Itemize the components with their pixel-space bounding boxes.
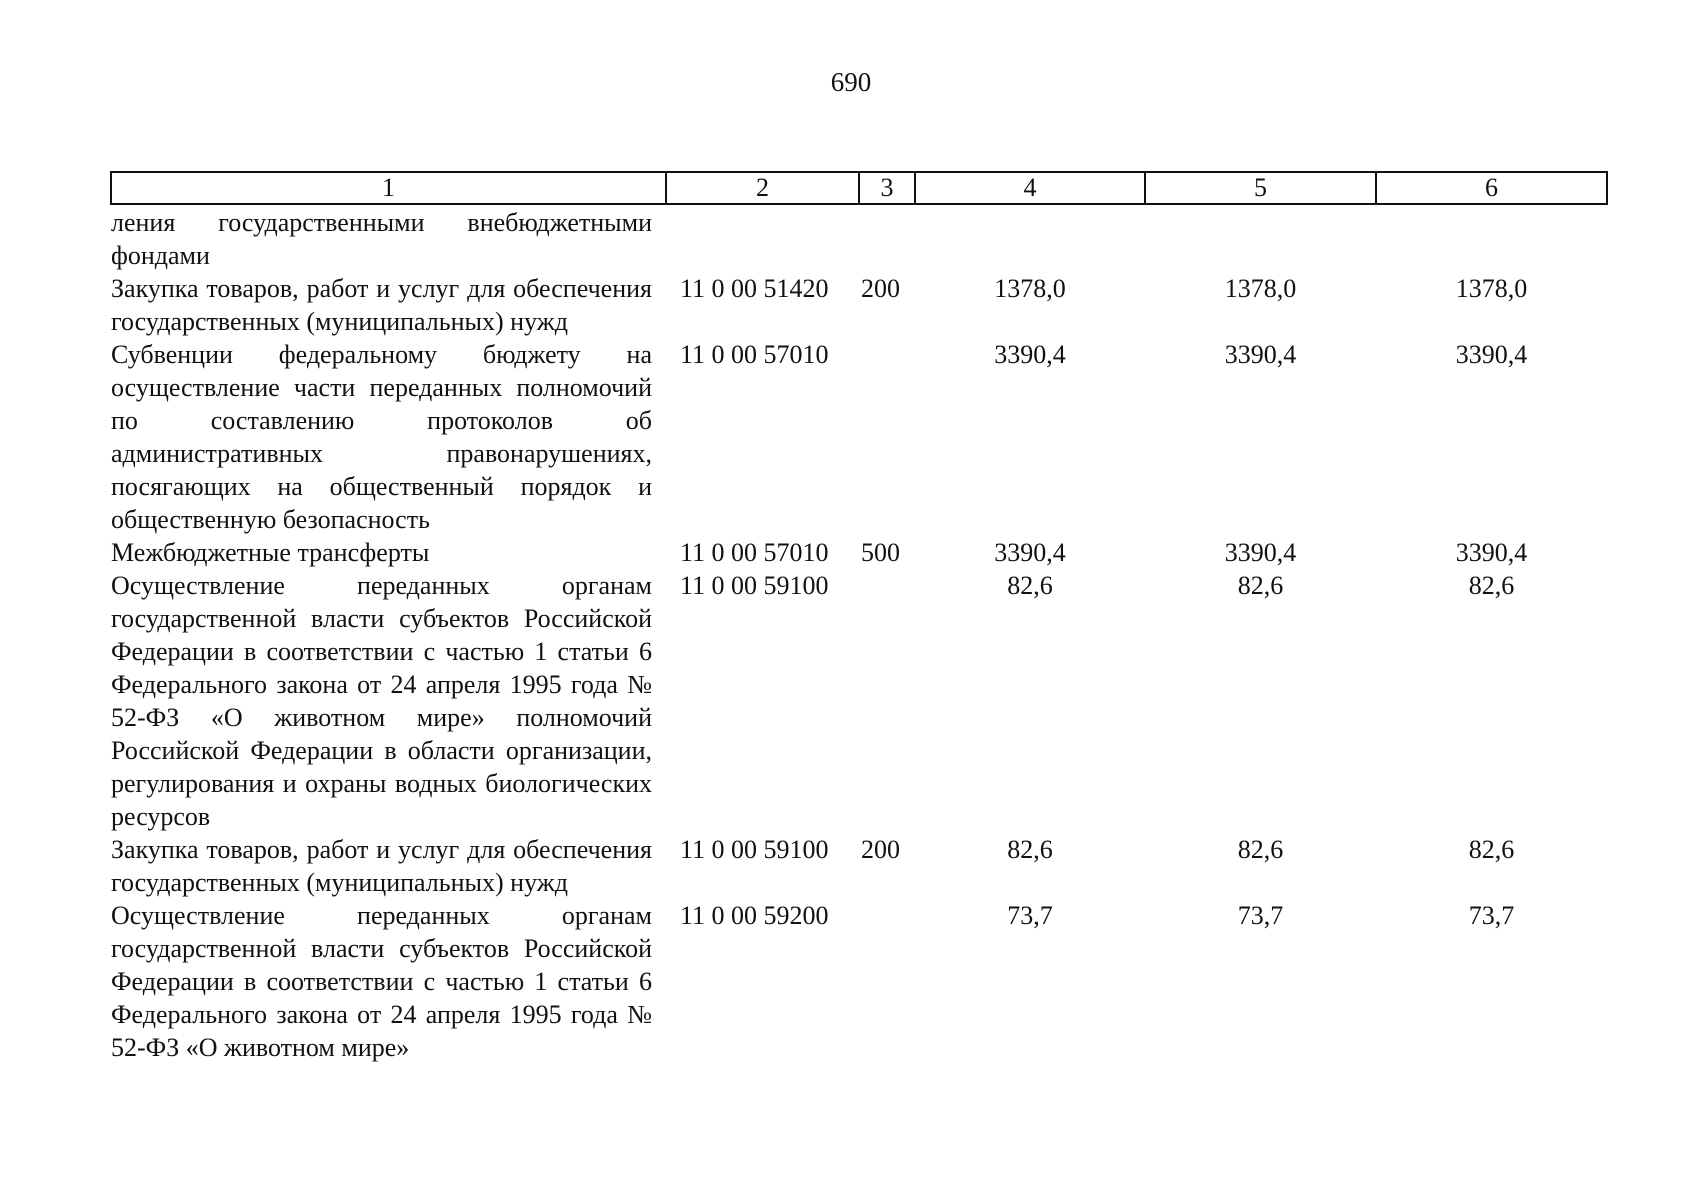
row-value-4: 73,7 — [1007, 901, 1053, 930]
row-value-5: 82,6 — [1237, 835, 1284, 864]
column-header-1: 1 — [111, 172, 666, 204]
row-code — [666, 204, 859, 272]
column-header-2: 2 — [666, 172, 859, 204]
row-code: 11 0 00 59100 — [680, 835, 829, 864]
page-number: 690 — [830, 67, 872, 97]
table-row — [111, 899, 1607, 1064]
row-type — [859, 204, 915, 272]
row-type — [859, 338, 915, 536]
table-row — [111, 204, 1607, 272]
table-row — [111, 338, 1607, 536]
row-value-4: 3390,4 — [994, 538, 1066, 567]
column-header-3: 3 — [859, 172, 915, 204]
column-header-4: 4 — [915, 172, 1145, 204]
row-code: 11 0 00 57010 — [680, 538, 829, 567]
row-value-6: 3390,4 — [1455, 340, 1528, 369]
row-value-6: 82,6 — [1468, 835, 1515, 864]
row-value-5: 82,6 — [1237, 571, 1284, 600]
row-name: Закупка товаров, работ и услуг для обеспечения государственных (муниципальных) нужд — [111, 835, 652, 897]
row-value-5: 3390,4 — [1224, 538, 1297, 567]
row-value-6: 73,7 — [1468, 901, 1515, 930]
row-type — [859, 899, 915, 1064]
row-code: 11 0 00 57010 — [680, 340, 829, 369]
row-value-4 — [915, 204, 1145, 272]
row-value-6: 1378,0 — [1455, 274, 1528, 303]
row-value-5: 3390,4 — [1224, 340, 1297, 369]
table-row — [111, 272, 1607, 338]
table-header-row — [111, 172, 1607, 204]
row-name: Субвенции федеральному бюджету на осуществление части переданных полномочий по составлению протоколов об административных правонарушениях, посягающих на общественный порядок и общественную безопасность — [111, 340, 652, 534]
row-value-5: 1378,0 — [1224, 274, 1297, 303]
row-name: Межбюджетные трансферты — [111, 538, 430, 567]
row-type — [859, 569, 915, 833]
row-value-6: 3390,4 — [1455, 538, 1528, 567]
row-type: 200 — [861, 274, 900, 303]
row-name: Осуществление переданных органам государственной власти субъектов Российской Федерации в соответствии с частью 1 статьи 6 Федерального закона от 24 апреля 1995 года № 52-ФЗ «О животном мире» — [111, 901, 652, 1062]
row-value-4: 82,6 — [1007, 571, 1053, 600]
row-name: ления государственными внебюджетными фондами — [111, 208, 652, 270]
row-code: 11 0 00 59200 — [680, 901, 829, 930]
table-row — [111, 536, 1607, 569]
row-value-4: 82,6 — [1007, 835, 1053, 864]
budget-table — [110, 171, 1608, 1064]
column-header-5: 5 — [1145, 172, 1376, 204]
table-row — [111, 569, 1607, 833]
row-name: Осуществление переданных органам государственной власти субъектов Российской Федерации в соответствии с частью 1 статьи 6 Федерального закона от 24 апреля 1995 года № 52-ФЗ «О животном мире» полномочий Российской Федерации в области организации, регулирования и охраны водных биологических ресурсов — [111, 571, 652, 831]
row-value-5 — [1145, 204, 1376, 272]
row-code: 11 0 00 51420 — [680, 274, 829, 303]
row-type: 200 — [861, 835, 900, 864]
row-value-6: 82,6 — [1468, 571, 1515, 600]
column-header-6: 6 — [1376, 172, 1607, 204]
table-row — [111, 833, 1607, 899]
row-value-6 — [1376, 204, 1607, 272]
row-value-4: 1378,0 — [994, 274, 1066, 303]
row-code: 11 0 00 59100 — [680, 571, 829, 600]
row-name: Закупка товаров, работ и услуг для обеспечения государственных (муниципальных) нужд — [111, 274, 652, 336]
row-value-5: 73,7 — [1237, 901, 1284, 930]
row-value-4: 3390,4 — [994, 340, 1066, 369]
row-type: 500 — [861, 538, 900, 567]
